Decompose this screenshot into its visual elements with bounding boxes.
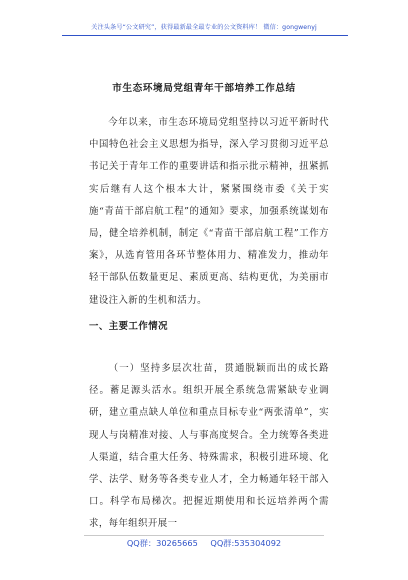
section-paragraph [89,358,329,536]
header-divider [62,35,348,36]
intro-paragraph [89,112,329,312]
document-title: 市生态环境局党组青年干部培养工作总结 [112,83,296,94]
section-paragraph-text: （一）坚持多层次壮苗，贯通脱颖而出的成长路径。蓄足源头活水。组织开展全系统急需紧缺专业调研，建立重点缺人单位和重点目标专业“两张清单”，实现人与岗精准对接、人与事高度契合。全力统筹各类进人渠道，结合重大任务、特殊需求，积极引进环境、化学、法学、财务等各类专业人才，全力畅通年轻干部入口。科学布局梯次。把握近期使用和长远培养两个需求，每年组织开展一 [89,363,329,530]
header-promo-banner: 关注头条号“公文研究”，获得最新最全最专业的公文资料库！ 微信：gongwenyj [91,24,317,31]
section-heading: 一、主要工作情况 [89,321,169,332]
footer-divider [84,535,324,536]
footer-contact: QQ群：30265665 QQ群:535304092 [126,538,282,548]
intro-paragraph-text: 今年以来，市生态环境局党组坚持以习近平新时代中国特色社会主义思想为指导，深入学习贯彻习近平总书记关于青年工作的重要讲话和指示批示精神，扭紧抓实后继有人这个根本大计，紧紧围绕市委《关于实施“青苗干部启航工程”的通知》要求，加强系统谋划布局，健全培养机制，制定《“青苗干部启航工程”工作方案》，从选育管用各环节整体用力、精准发力，推动年轻干部队伍数量更足、素质更高、结构更优，为美丽市建设注入新的生机和活力。 [89,117,329,306]
